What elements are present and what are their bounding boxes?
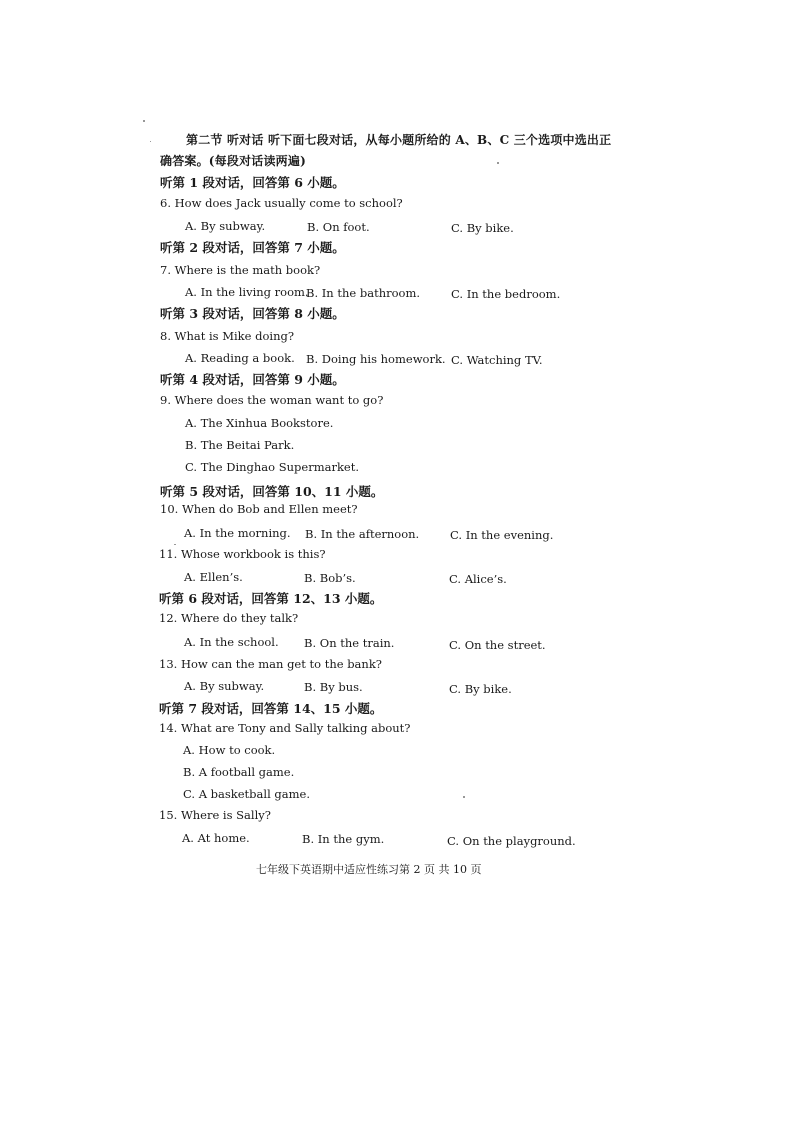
q13-option-c: C. By bike. [449,682,512,696]
instruction-3: 听第 3 段对话，回答第 8 小题。 [160,306,345,321]
question-12: 12. Where do they talk? [159,611,299,625]
question-8: 8. What is Mike doing? [160,329,295,343]
q12-option-c: C. On the street. [449,638,546,652]
q7-option-c: C. In the bedroom. [451,287,561,301]
q7-option-b: B. In the bathroom. [306,286,421,300]
q15-option-a: A. At home. [182,831,250,845]
section-title-continued: 确答案。(每段对话读两遍) [160,154,306,168]
question-9: 9. Where does the woman want to go? [160,393,384,407]
q9-option-b: B. The Beitai Park. [185,438,295,452]
q14-option-a: A. How to cook. [183,743,276,757]
instruction-1: 听第 1 段对话，回答第 6 小题。 [160,175,345,190]
instruction-7: 听第 7 段对话，回答第 14、15 小题。 [159,701,383,716]
instruction-4: 听第 4 段对话，回答第 9 小题。 [160,372,345,387]
scan-speck [174,544,176,545]
q14-option-c: C. A basketball game. [183,787,310,801]
q11-option-a: A. Ellen’s. [184,570,243,584]
instruction-2: 听第 2 段对话，回答第 7 小题。 [160,240,345,255]
q8-option-c: C. Watching TV. [451,353,543,367]
q15-option-c: C. On the playground. [447,834,576,848]
question-7: 7. Where is the math book? [160,263,321,277]
question-14: 14. What are Tony and Sally talking about? [159,721,411,735]
page-footer: 七年级下英语期中适应性练习第 2 页 共 10 页 [256,863,482,876]
instruction-6: 听第 6 段对话，回答第 12、13 小题。 [159,591,383,606]
q13-option-a: A. By subway. [184,679,265,693]
scan-speck [497,162,499,164]
scan-speck [143,120,145,122]
q6-option-a: A. By subway. [185,219,266,233]
scan-speck [463,796,465,798]
q12-option-a: A. In the school. [184,635,279,649]
q7-option-a: A. In the living room. [185,285,309,299]
scan-speck [150,141,151,142]
q10-option-b: B. In the afternoon. [305,527,420,541]
section-title: 第二节 听对话 听下面七段对话，从每小题所给的 A、B、C 三个选项中选出正 [186,133,612,147]
q11-option-c: C. Alice’s. [449,572,507,586]
question-13: 13. How can the man get to the bank? [159,657,382,671]
q6-option-c: C. By bike. [451,221,514,235]
q12-option-b: B. On the train. [304,636,395,650]
q11-option-b: B. Bob’s. [304,571,356,585]
q10-option-a: A. In the morning. [184,526,291,540]
q14-option-b: B. A football game. [183,765,295,779]
instruction-5: 听第 5 段对话，回答第 10、11 小题。 [160,484,384,499]
question-15: 15. Where is Sally? [159,808,271,822]
q10-option-c: C. In the evening. [450,528,554,542]
question-11: 11. Whose workbook is this? [159,547,326,561]
q8-option-b: B. Doing his homework. [306,352,446,366]
q8-option-a: A. Reading a book. [185,351,295,365]
q9-option-c: C. The Dinghao Supermarket. [185,460,360,474]
q9-option-a: A. The Xinhua Bookstore. [185,416,334,430]
question-6: 6. How does Jack usually come to school? [160,196,403,210]
question-10: 10. When do Bob and Ellen meet? [160,502,358,516]
q13-option-b: B. By bus. [304,680,363,694]
q6-option-b: B. On foot. [307,220,370,234]
q15-option-b: B. In the gym. [302,832,385,846]
